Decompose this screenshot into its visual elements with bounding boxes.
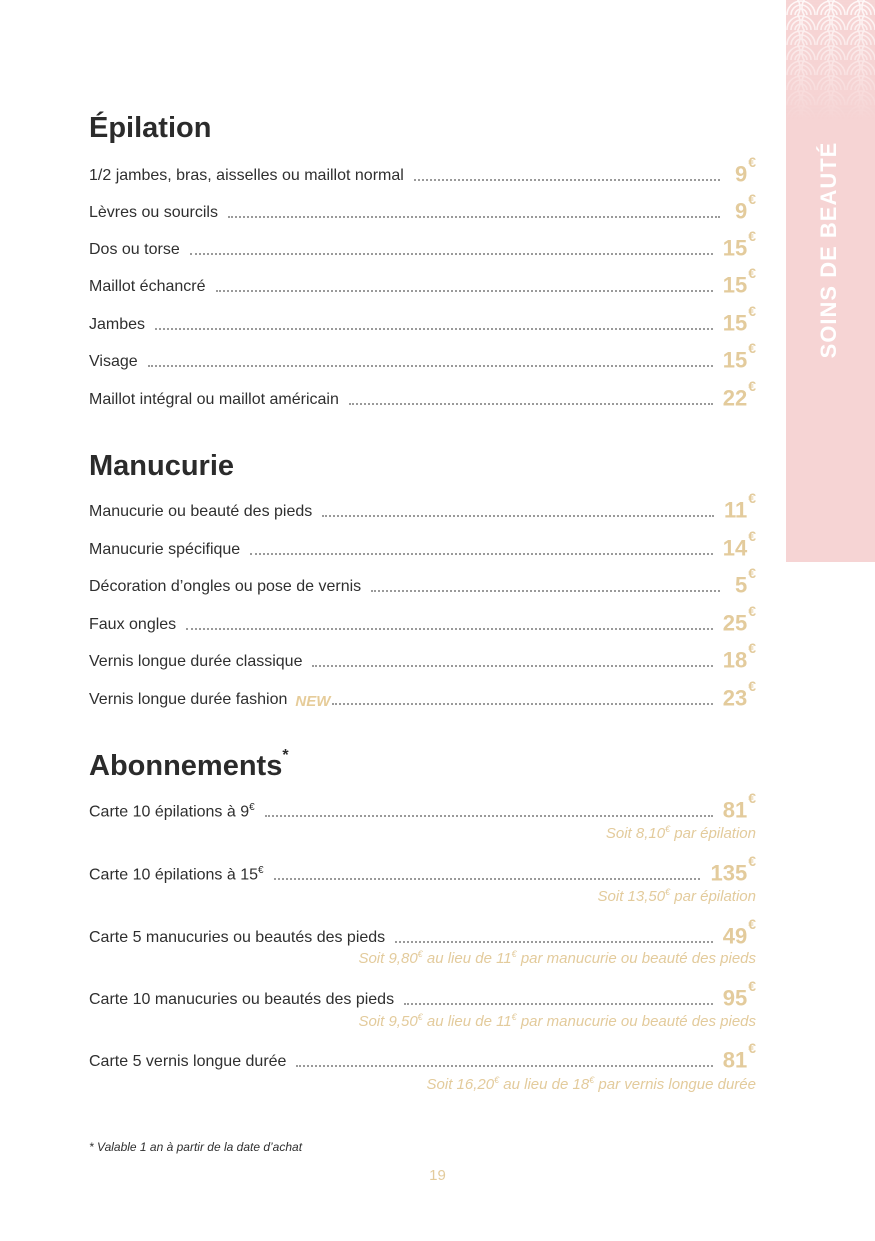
item-label: Carte 5 vernis longue durée	[89, 1053, 287, 1070]
item-price: 5€	[734, 564, 756, 597]
item-label: Carte 10 épilations à 9€	[89, 801, 255, 820]
dot-leader	[186, 628, 713, 630]
item-label: Décoration d’ongles ou pose de vernis	[89, 578, 362, 595]
item-subtext: Soit 9,80€ au lieu de 11€ par manucurie ou beauté des pieds	[358, 949, 756, 967]
item-price: 15€	[722, 302, 756, 335]
item-price: 23€	[722, 677, 756, 710]
dot-leader	[332, 703, 712, 705]
dot-leader	[349, 403, 713, 405]
price-row	[89, 602, 756, 635]
dot-leader	[216, 290, 713, 292]
dot-leader	[371, 590, 720, 592]
price-row	[89, 153, 756, 186]
dot-leader	[265, 815, 713, 817]
price-row	[89, 227, 756, 260]
item-label: Carte 10 épilations à 15€	[89, 864, 264, 883]
wave-pattern-icon	[786, 0, 875, 120]
item-label: Dos ou torse	[89, 241, 180, 258]
price-row	[89, 677, 756, 710]
item-label: Vernis longue durée classique	[89, 653, 303, 670]
dot-leader	[228, 216, 720, 218]
dot-leader	[312, 665, 712, 667]
section-title-epilation: Épilation	[89, 112, 212, 144]
item-label: Lèvres ou sourcils	[89, 204, 218, 221]
price-row	[89, 302, 756, 335]
item-price: 25€	[722, 602, 756, 635]
price-row	[89, 489, 756, 522]
page-number: 19	[429, 1167, 446, 1184]
item-price: 22€	[722, 377, 756, 410]
price-row	[89, 915, 756, 948]
price-row	[89, 977, 756, 1010]
item-label: Jambes	[89, 316, 146, 333]
item-label: Vernis longue durée fashion	[89, 691, 288, 708]
item-price: 95€	[722, 977, 756, 1010]
dot-leader	[395, 941, 713, 943]
item-price: 135€	[710, 852, 756, 885]
item-price: 81€	[722, 789, 756, 822]
price-row	[89, 339, 756, 372]
item-label: Maillot intégral ou maillot américain	[89, 391, 339, 408]
section-title-abonnements: Abonnements*	[89, 747, 289, 782]
item-price: 15€	[722, 339, 756, 372]
item-price: 11€	[723, 489, 756, 522]
dot-leader	[322, 515, 714, 517]
dot-leader	[414, 179, 720, 181]
dot-leader	[274, 878, 701, 880]
dot-leader	[148, 365, 713, 367]
item-subtext: Soit 9,50€ au lieu de 11€ par manucurie ou beauté des pieds	[358, 1012, 756, 1030]
item-label: Manucurie spécifique	[89, 541, 241, 558]
item-label: Carte 10 manucuries ou beautés des pieds	[89, 991, 395, 1008]
dot-leader	[250, 553, 713, 555]
side-tab-label: SOINS DE BEAUTÉ	[816, 141, 841, 359]
dot-leader	[190, 253, 713, 255]
item-price: 18€	[722, 639, 756, 672]
dot-leader	[404, 1003, 713, 1005]
price-row	[89, 852, 756, 885]
item-label: Manucurie ou beauté des pieds	[89, 503, 313, 520]
item-price: 15€	[722, 264, 756, 297]
item-subtext: Soit 16,20€ au lieu de 18€ par vernis longue durée	[426, 1075, 756, 1093]
footnote: * Valable 1 an à partir de la date d’achat	[89, 1140, 303, 1154]
item-price: 14€	[722, 527, 756, 560]
item-price: 49€	[722, 915, 756, 948]
item-price: 9€	[734, 153, 756, 186]
item-subtext: Soit 13,50€ par épilation	[597, 887, 756, 905]
price-row	[89, 264, 756, 297]
price-row	[89, 639, 756, 672]
item-label: Maillot échancré	[89, 278, 206, 295]
price-row	[89, 1039, 756, 1072]
item-label: Visage	[89, 353, 138, 370]
section-title-manucurie: Manucurie	[89, 450, 235, 482]
price-row	[89, 564, 756, 597]
item-subtext: Soit 8,10€ par épilation	[605, 824, 756, 842]
new-badge: NEW	[295, 693, 331, 710]
item-label: Faux ongles	[89, 616, 177, 633]
item-price: 15€	[722, 227, 756, 260]
item-price: 9€	[734, 190, 756, 223]
price-row	[89, 377, 756, 410]
price-row	[89, 527, 756, 560]
item-price: 81€	[722, 1039, 756, 1072]
item-label: 1/2 jambes, bras, aisselles ou maillot normal	[89, 167, 404, 184]
price-row	[89, 789, 756, 822]
dot-leader	[155, 328, 713, 330]
price-row	[89, 190, 756, 223]
item-label: Carte 5 manucuries ou beautés des pieds	[89, 929, 386, 946]
dot-leader	[296, 1065, 712, 1067]
